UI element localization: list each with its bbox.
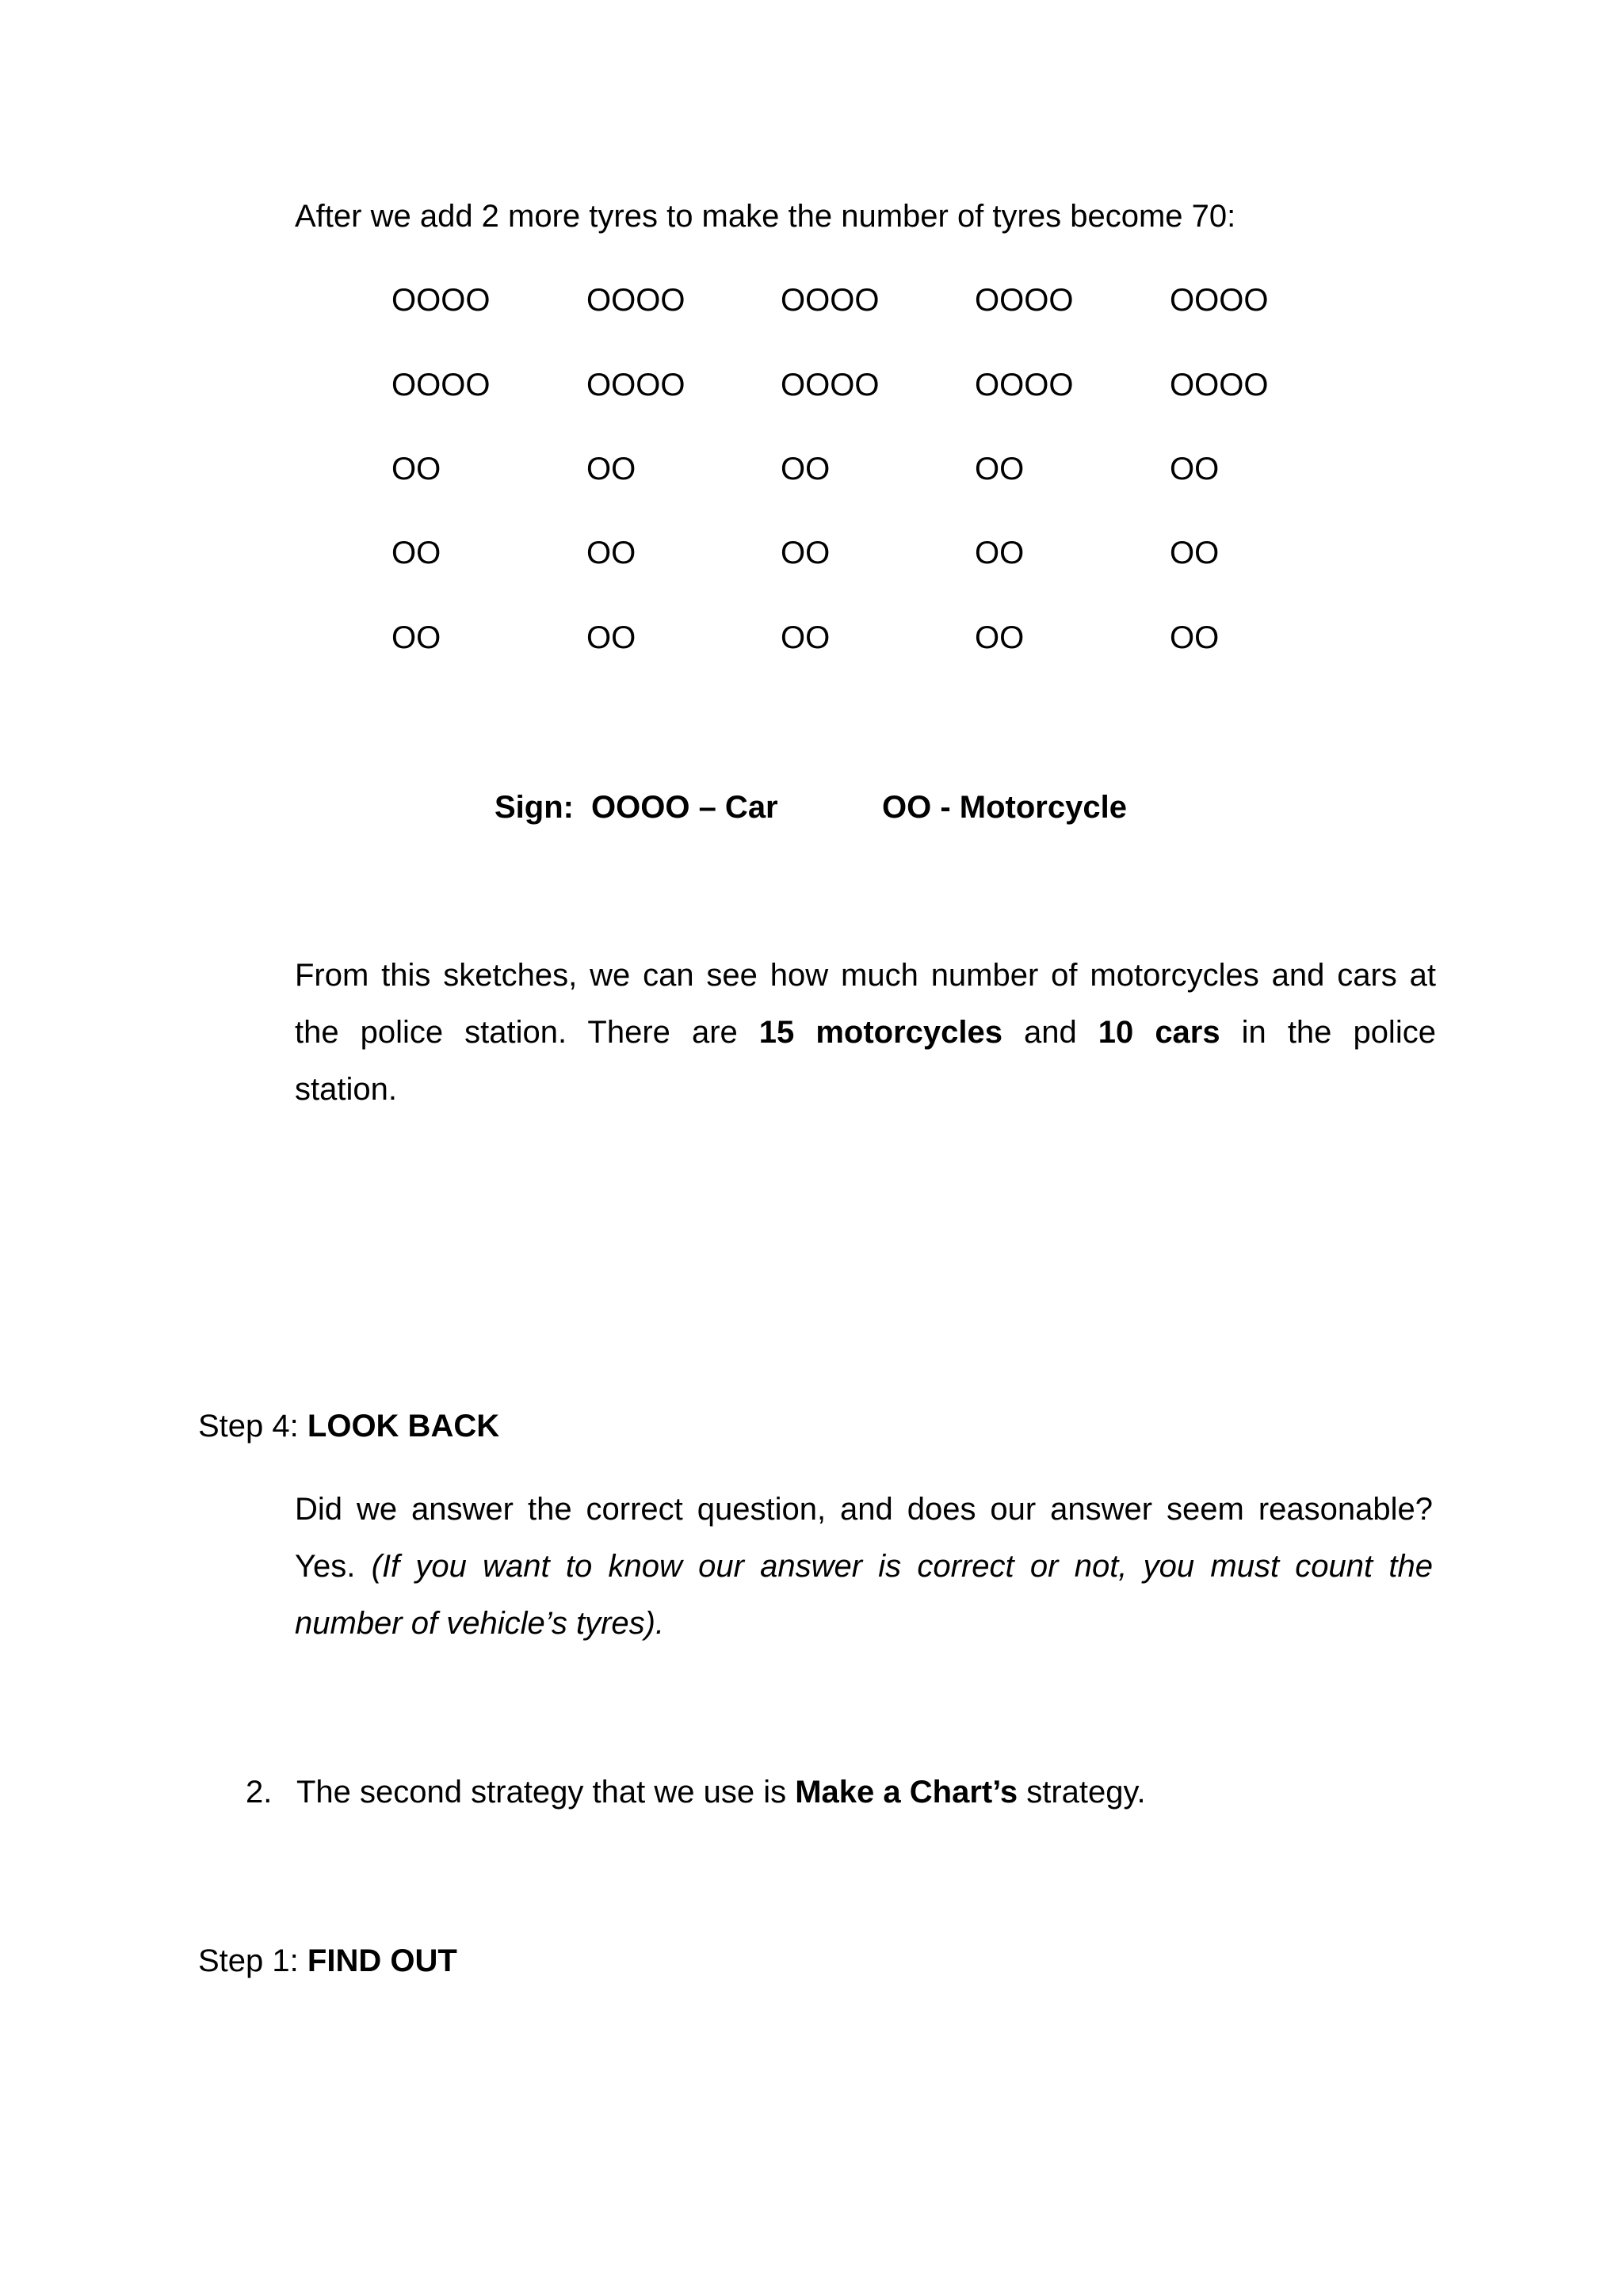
sketch-cell: OOOO bbox=[781, 283, 880, 318]
step4-note: (If you want to know our answer is correct or not, you must count the bbox=[371, 1549, 1433, 1584]
sketch-cell: OOOO bbox=[975, 283, 1074, 318]
step1-title: FIND OUT bbox=[307, 1943, 457, 1978]
sketch-cell: OOOO bbox=[391, 368, 491, 402]
step4-line-2 bbox=[295, 1538, 1433, 1595]
sketch-cell: OOOO bbox=[586, 283, 685, 318]
sketch-cell: OOOO bbox=[1170, 368, 1269, 402]
step1-heading bbox=[198, 1942, 457, 1980]
sketch-cell: OOOO bbox=[781, 368, 880, 402]
sketch-cell: OO bbox=[391, 452, 441, 486]
conclusion-paragraph bbox=[295, 947, 1436, 1118]
car-count: 10 cars bbox=[1098, 1015, 1220, 1050]
sketch-cell: OO bbox=[1170, 452, 1220, 486]
legend-car: OOOO – Car bbox=[591, 790, 778, 825]
sketch-cell: OO bbox=[975, 620, 1025, 655]
conclusion-text: the police station. There are bbox=[295, 1015, 738, 1050]
step4-heading bbox=[198, 1407, 499, 1445]
sketch-cell: OO bbox=[586, 536, 636, 570]
step4-note-end: number of vehicle’s tyres). bbox=[295, 1606, 665, 1641]
item2-text: strategy. bbox=[1026, 1775, 1146, 1810]
conclusion-line-1: From this sketches, we can see how much number of motorcycles and cars at bbox=[295, 958, 1436, 993]
conclusion-text: in the police bbox=[1241, 1015, 1436, 1050]
sketch-cell: OOOO bbox=[391, 283, 491, 318]
conclusion-line-3: station. bbox=[295, 1072, 397, 1107]
step4-prefix: Step 4: bbox=[198, 1409, 299, 1444]
sketch-cell: OO bbox=[781, 536, 831, 570]
sketch-cell: OO bbox=[781, 620, 831, 655]
sketch-cell: OO bbox=[586, 620, 636, 655]
sketch-cell: OO bbox=[781, 452, 831, 486]
intro-text: After we add 2 more tyres to make the number of tyres become 70: bbox=[295, 199, 1236, 234]
conclusion-line-2 bbox=[295, 1004, 1436, 1061]
sketch-cell: OO bbox=[391, 620, 441, 655]
conclusion-text: and bbox=[1024, 1015, 1077, 1050]
sketch-cell: OO bbox=[975, 452, 1025, 486]
sketch-cell: OOOO bbox=[975, 368, 1074, 402]
sketch-cell: OO bbox=[391, 536, 441, 570]
step4-line-1: Did we answer the correct question, and does our answer seem reasonable? bbox=[295, 1492, 1433, 1527]
sketch-cell: OO bbox=[975, 536, 1025, 570]
list-item-number: 2. bbox=[246, 1775, 273, 1810]
strategy-name: Make a Chart’s bbox=[795, 1775, 1018, 1810]
step4-yes: Yes. bbox=[295, 1549, 356, 1584]
legend-motorcycle: OO - Motorcycle bbox=[882, 790, 1127, 825]
sketch-cell: OO bbox=[1170, 536, 1220, 570]
item2-text: The second strategy that we use is bbox=[296, 1775, 787, 1810]
legend-sign-label: Sign: bbox=[495, 790, 574, 825]
step4-title: LOOK BACK bbox=[307, 1409, 500, 1444]
sketch-cell: OOOO bbox=[586, 368, 685, 402]
step4-line-3 bbox=[295, 1595, 1433, 1652]
sketch-cell: OO bbox=[586, 452, 636, 486]
motorcycle-count: 15 motorcycles bbox=[758, 1015, 1002, 1050]
step1-prefix: Step 1: bbox=[198, 1943, 299, 1978]
sketch-cell: OO bbox=[1170, 620, 1220, 655]
list-item-text bbox=[296, 1773, 1146, 1811]
step4-paragraph bbox=[295, 1481, 1433, 1652]
sketch-cell: OOOO bbox=[1170, 283, 1269, 318]
